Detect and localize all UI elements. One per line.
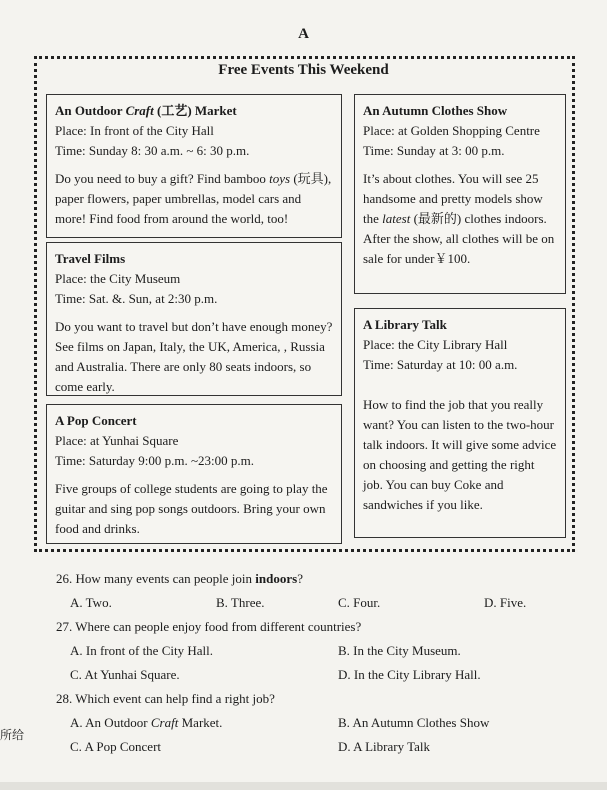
option-28-d[interactable]: D. A Library Talk: [338, 739, 431, 754]
event-title: A Pop Concert: [55, 413, 137, 428]
page-bottom-edge: [0, 782, 607, 790]
event-travel-films: [46, 242, 342, 396]
option-28-a[interactable]: A. An Outdoor Craft Market.: [70, 715, 223, 730]
event-description: Do you want to travel but don’t have enough money? See films on Japan, Italy, the UK, America, , Russia and Australia. There are only 80 seats indoors, so come early.: [55, 319, 333, 394]
event-description: How to find the job that you really want? You can listen to the two-hour talk indoors. It will give some advice on choosing and getting the right job. You can buy Coke and sandwiches if you like.: [363, 397, 557, 512]
margin-note: 所给: [0, 728, 25, 742]
question-28: 28. Which event can help find a right job?: [56, 691, 275, 706]
option-26-a[interactable]: A. Two.: [70, 595, 112, 610]
event-time: Time: Saturday at 10: 00 a.m.: [363, 357, 518, 372]
question-27: 27. Where can people enjoy food from different countries?: [56, 619, 362, 634]
event-pop-concert: [46, 404, 342, 544]
event-place: Place: the City Library Hall: [363, 337, 508, 352]
option-26-d[interactable]: D. Five.: [484, 595, 527, 610]
event-time: Time: Sunday 8: 30 a.m. ~ 6: 30 p.m.: [55, 143, 250, 158]
event-title: A Library Talk: [363, 317, 447, 332]
event-place: Place: at Yunhai Square: [55, 433, 179, 448]
event-library-talk: [354, 308, 566, 538]
option-28-b[interactable]: B. An Autumn Clothes Show: [338, 715, 490, 730]
event-place: Place: the City Museum: [55, 271, 181, 286]
event-title: An Outdoor Craft (工艺) Market: [55, 103, 237, 118]
event-title: Travel Films: [55, 251, 126, 266]
event-title: An Autumn Clothes Show: [363, 103, 508, 118]
option-27-a[interactable]: A. In front of the City Hall.: [70, 643, 213, 658]
event-description: Do you need to buy a gift? Find bamboo toys (玩具), paper flowers, paper umbrellas, model cars and more! Find food from around the world, too!: [55, 171, 332, 226]
event-time: Time: Saturday 9:00 p.m. ~23:00 p.m.: [55, 453, 255, 468]
question-26: 26. How many events can people join indoors?: [56, 571, 303, 586]
event-description: Five groups of college students are going to play the guitar and sing pop songs outdoors. Bring your own food and drinks.: [55, 481, 328, 536]
option-27-b[interactable]: B. In the City Museum.: [338, 643, 461, 658]
event-time: Time: Sat. &. Sun, at 2:30 p.m.: [55, 291, 218, 306]
poster-title: Free Events This Weekend: [218, 62, 389, 78]
event-place: Place: In front of the City Hall: [55, 123, 214, 138]
event-clothes-show: [354, 94, 566, 294]
event-place: Place: at Golden Shopping Centre: [363, 123, 540, 138]
section-letter: A: [298, 26, 309, 42]
option-26-c[interactable]: C. Four.: [338, 595, 381, 610]
event-time: Time: Sunday at 3: 00 p.m.: [363, 143, 505, 158]
event-craft-market: [46, 94, 342, 238]
option-27-d[interactable]: D. In the City Library Hall.: [338, 667, 481, 682]
option-26-b[interactable]: B. Three.: [216, 595, 265, 610]
option-27-c[interactable]: C. At Yunhai Square.: [70, 667, 180, 682]
option-28-c[interactable]: C. A Pop Concert: [70, 739, 162, 754]
event-description: It’s about clothes. You will see 25 handsome and pretty models show the latest (最新的) clothes indoors. After the show, all clothes will be on sale for under￥100.: [363, 171, 555, 266]
